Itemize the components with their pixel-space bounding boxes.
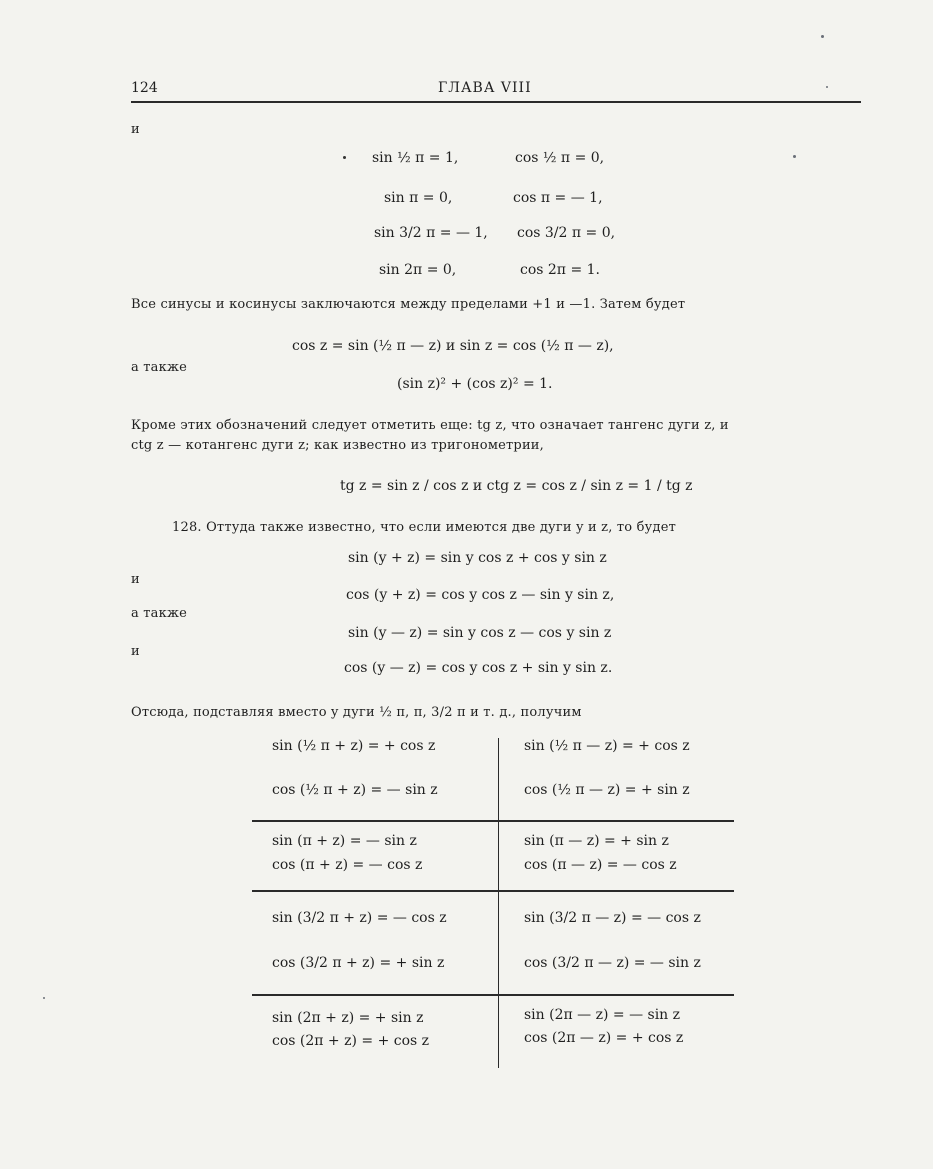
paragraph-bounds: Все синусы и косинусы заключаются между пределами +1 и —1. Затем будет [131, 297, 686, 312]
table-divider-vertical [498, 738, 499, 1068]
table-row5-right: sin (3/2 π — z) = — cos z [524, 910, 701, 926]
scan-speck [793, 155, 796, 158]
table-row5-left: sin (3/2 π + z) = — cos z [272, 910, 447, 926]
header-rule [131, 101, 861, 103]
table-row4-left: cos (π + z) = — cos z [272, 857, 423, 873]
substitution-paragraph: Отсюда, подставляя вместо y дуги ½ π, π, 3/2 π и т. д., получим [131, 705, 582, 720]
formula-sin-diff: sin (y — z) = sin y cos z — cos y sin z [348, 625, 612, 641]
table-row7-left: sin (2π + z) = + sin z [272, 1010, 424, 1026]
table-row6-right: cos (3/2 π — z) = — sin z [524, 955, 701, 971]
value-cos-pi: cos π = — 1, [513, 190, 603, 206]
value-sin-half-pi: sin ½ π = 1, [372, 150, 459, 166]
table-row1-left: sin (½ π + z) = + cos z [272, 738, 436, 754]
table-row6-left: cos (3/2 π + z) = + sin z [272, 955, 445, 971]
conjunction-and-1: и [131, 572, 140, 587]
scan-speck [343, 156, 346, 159]
also-label-1: а также [131, 360, 188, 375]
table-row2-right: cos (½ π — z) = + sin z [524, 782, 690, 798]
table-row7-right: sin (2π — z) = — sin z [524, 1007, 681, 1023]
chapter-title: ГЛАВА VIII [438, 80, 532, 96]
intro-conjunction: и [131, 122, 140, 137]
scan-speck [43, 997, 45, 999]
table-row3-left: sin (π + z) = — sin z [272, 833, 417, 849]
table-row8-right: cos (2π — z) = + cos z [524, 1030, 684, 1046]
table-rule-3 [252, 994, 734, 996]
tangent-cotangent-equation: tg z = sin z / cos z и ctg z = cos z / sin z = 1 / tg z [340, 478, 693, 494]
paragraph-tangent-line1: Кроме этих обозначений следует отметить еще: tg z, что означает тангенс дуги z, и [131, 418, 729, 433]
complement-equation: cos z = sin (½ π — z) и sin z = cos (½ π — z), [292, 338, 614, 354]
table-row3-right: sin (π — z) = + sin z [524, 833, 669, 849]
table-row2-left: cos (½ π + z) = — sin z [272, 782, 438, 798]
value-cos-3half-pi: cos 3/2 π = 0, [517, 225, 616, 241]
formula-cos-sum: cos (y + z) = cos y cos z — sin y sin z, [346, 587, 615, 603]
table-rule-2 [252, 890, 734, 892]
formula-cos-diff: cos (y — z) = cos y cos z + sin y sin z. [344, 660, 613, 676]
value-sin-pi: sin π = 0, [384, 190, 453, 206]
formula-sin-sum: sin (y + z) = sin y cos z + cos y sin z [348, 550, 607, 566]
scan-speck [821, 35, 824, 38]
paragraph-tangent-line2: ctg z — котангенс дуги z; как известно из тригонометрии, [131, 438, 545, 453]
conjunction-and-2: и [131, 644, 140, 659]
table-rule-1 [252, 820, 734, 822]
value-cos-2pi: cos 2π = 1. [520, 262, 601, 278]
value-sin-3half-pi: sin 3/2 π = — 1, [374, 225, 488, 241]
page-number: 124 [131, 80, 158, 96]
table-row4-right: cos (π — z) = — cos z [524, 857, 677, 873]
scan-speck [826, 86, 828, 88]
table-row1-right: sin (½ π — z) = + cos z [524, 738, 690, 754]
section-128-intro: 128. Оттуда также известно, что если имеются две дуги y и z, то будет [172, 520, 676, 535]
value-sin-2pi: sin 2π = 0, [379, 262, 457, 278]
pythagorean-identity: (sin z)² + (cos z)² = 1. [397, 376, 553, 392]
value-cos-half-pi: cos ½ π = 0, [515, 150, 605, 166]
also-label-2: а также [131, 606, 188, 621]
table-row8-left: cos (2π + z) = + cos z [272, 1033, 430, 1049]
